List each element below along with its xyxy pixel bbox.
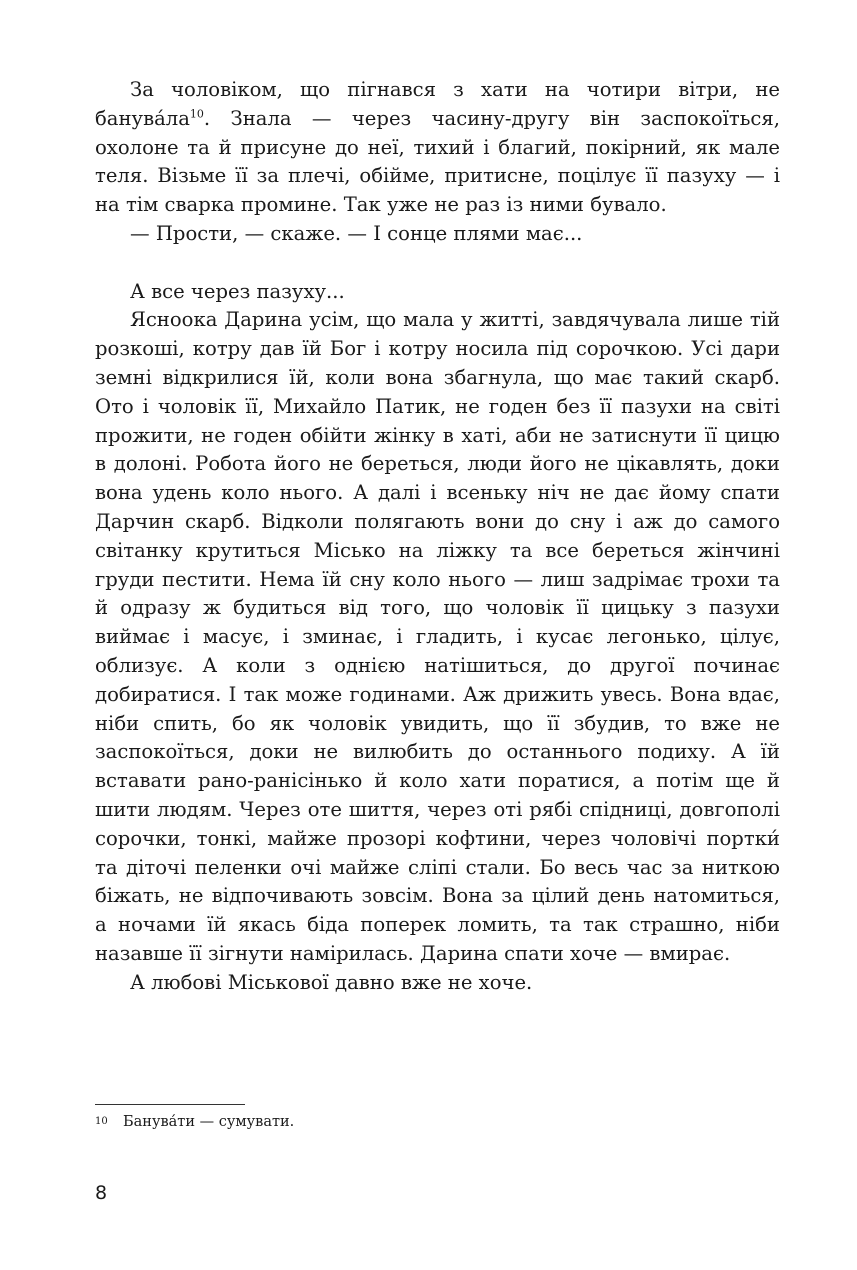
paragraph-4: Ясноока Дарина усім, що мала у житті, завдячувала лише тій розкоші, котру дав їй Бог і котру носила під сорочкою. Усі дари земні відкрилися їй, коли вона збагнула, що має такий скарб. Ото і чоловік її, Михайло Патик, не годен без її пазухи на світі прожити, не годен обійти жінку в хаті, аби не затиснути її цицю в долоні. Робота його не береться, люди його не цікавлять, доки вона удень коло нього. А далі і всеньку ніч не дає йому спати Дарчин скарб. Відколи полягають вони до сну і аж до самого світанку крутиться Місько на ліжку та все береться жінчині груди пестити. Нема їй сну коло нього — лиш задрімає трохи та й одразу ж будиться від того, що чоловік її цицьку з пазухи виймає і масує, і зминає, і гладить, і кусає легонько, цілує, облизує. А коли з однією натішиться, до другої починає добиратися. І так може годинами. Аж дрижить увесь. Вона вдає, ніби спить, бо як чоловік увидить, що її збудив, то вже не заспокоїться, доки не вилюбить до останнього подиху. А їй вставати рано-ранісінько й коло хати поратися, а потім ще й шити людям. Через оте шиття, через оті рябі спідниці, довгополі сорочки, тонкі, майже прозорі кофтини, через чоловічі портки́ та діточі пеленки очі майже сліпі стали. Бо весь час за ниткою біжать, не відпочивають зовсім. Вона за цілий день натомиться, а ночами їй якась біда поперек ломить, та так страшно, ніби назавше її зігнути намірилась. Дарина спати хоче — вмирає. [95, 308, 780, 965]
paragraph-1-text-start: За чоловіком, що пігнався з хати на чотири вітри, не банува́ла [95, 78, 780, 130]
footnote-text: Банува́ти — сумувати. [123, 1114, 295, 1130]
page-number: 8 [95, 1182, 108, 1204]
footnote-divider [95, 1104, 245, 1105]
paragraph-3: А все через пазуху... [130, 279, 345, 303]
paragraph-2: — Прости, — скаже. — І сонце плями має... [130, 221, 583, 245]
body-text [95, 76, 780, 998]
paragraph-1 [95, 76, 780, 220]
footnote-number: 10 [95, 1116, 108, 1127]
paragraph-5: А любові Міськової давно вже не хоче. [130, 970, 533, 994]
footnote-reference[interactable]: 10 [189, 107, 204, 121]
paragraph-1-text-end: . Знала — через часину-другу він заспокоїться, охолоне та й присуне до неї, тихий і благий, покірний, як мале теля. Візьме її за плечі, обійме, притисне, поцілує її пазуху — і на тім сварка промине. Так уже не раз із ними бувало. [95, 106, 780, 217]
footnote [95, 1112, 780, 1132]
